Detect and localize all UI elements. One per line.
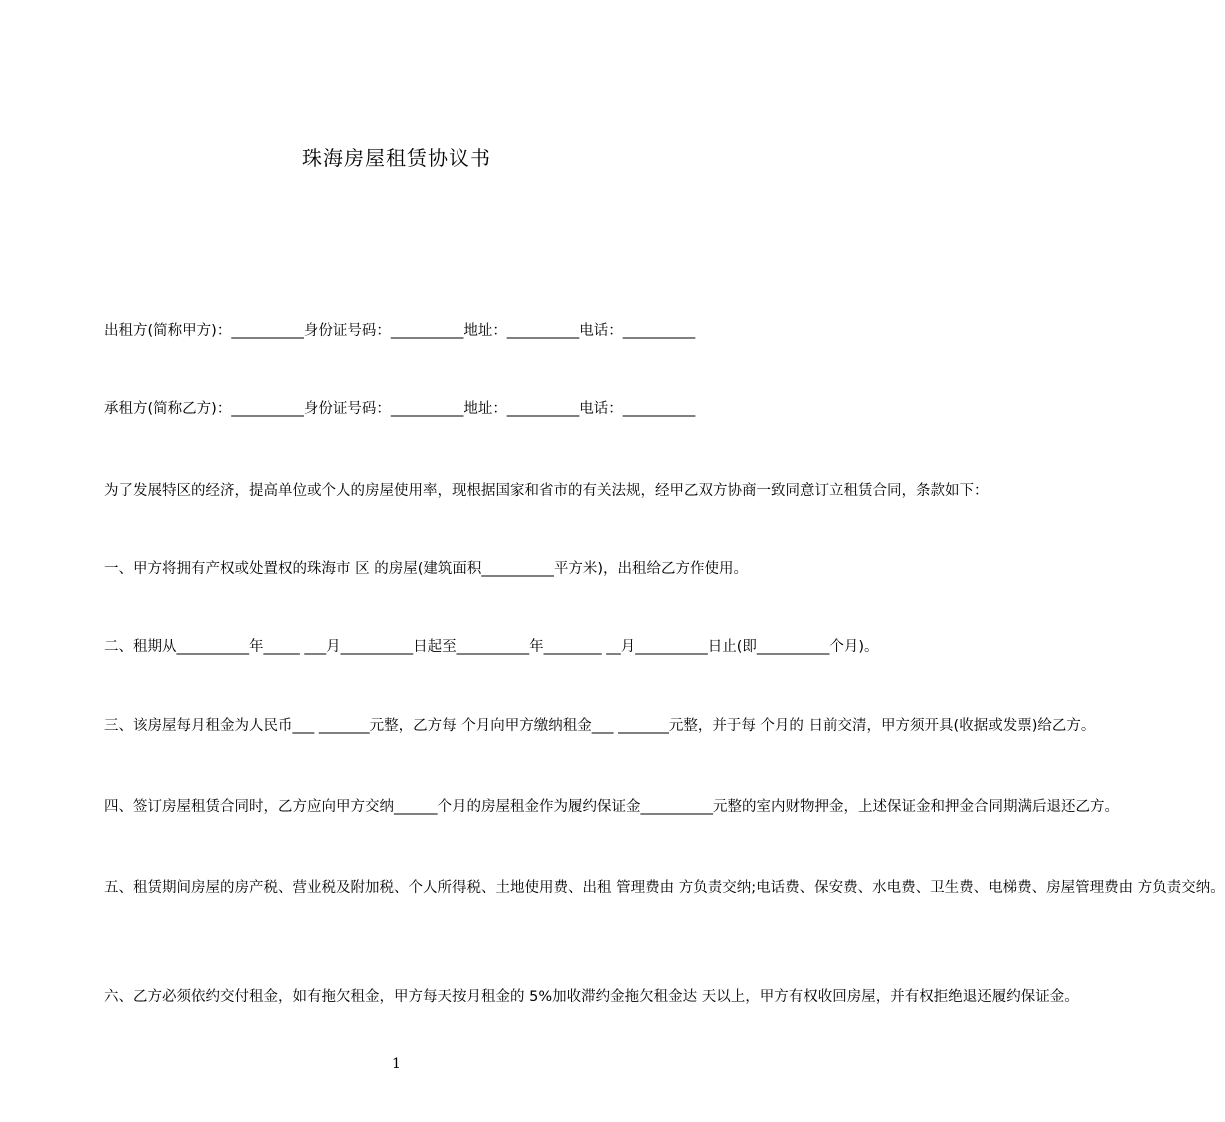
paragraph-text: 出租方(简称甲方)：__________身份证号码：__________地址：__________电话：__________	[104, 323, 696, 339]
clause-lessor-info	[104, 291, 700, 345]
clause-3	[104, 686, 1096, 740]
paragraph-text: 四、签订房屋租赁合同时，乙方应向甲方交纳______个月的房屋租金作为履约保证金__________元整的室内财物押金，上述保证金和押金合同期满后退还乙方。	[104, 799, 1119, 815]
paragraph-text: 三、该房屋每月租金为人民币___ _______元整，乙方每 个月向甲方缴纳租金___ _______元整，并于每 个月的 日前交清，甲方须开具(收据或发票)给乙方。	[104, 718, 1096, 734]
clause-lessee-info	[104, 369, 700, 423]
page-number: 1	[392, 1056, 401, 1072]
paragraph-text: 六、乙方必须依约交付租金，如有拖欠租金，甲方每天按月租金的 5%加收滞约金拖欠租金达 天以上，甲方有权收回房屋，并有权拒绝退还履约保证金。	[104, 989, 1079, 1005]
clause-4	[104, 767, 1119, 821]
paragraph-text: 五、租赁期间房屋的房产税、营业税及附加税、个人所得税、土地使用费、出租 管理费由 方负责交纳;电话费、保安费、水电费、卫生费、电梯费、房屋管理费由 方负责交纳。	[104, 880, 1225, 896]
document-title: 珠海房屋租赁协议书	[302, 146, 491, 170]
paragraph-text: 为了发展特区的经济，提高单位或个人的房屋使用率，现根据国家和省市的有关法规，经甲乙双方协商一致同意订立租赁合同，条款如下：	[104, 483, 989, 499]
paragraph-text: 承租方(简称乙方)：__________身份证号码：__________地址：__________电话：__________	[104, 401, 696, 417]
clause-2	[104, 607, 879, 661]
clause-6	[104, 957, 1079, 1011]
clause-1	[104, 529, 749, 583]
clause-preamble	[104, 451, 989, 505]
clause-5	[104, 848, 1225, 902]
paragraph-text: 一、甲方将拥有产权或处置权的珠海市 区 的房屋(建筑面积__________平方米)，出租给乙方作使用。	[104, 561, 749, 577]
paragraph-text: 二、租期从__________年_____ ___月__________日起至__________年________ __月__________日止(即__________个月)。	[104, 639, 879, 655]
